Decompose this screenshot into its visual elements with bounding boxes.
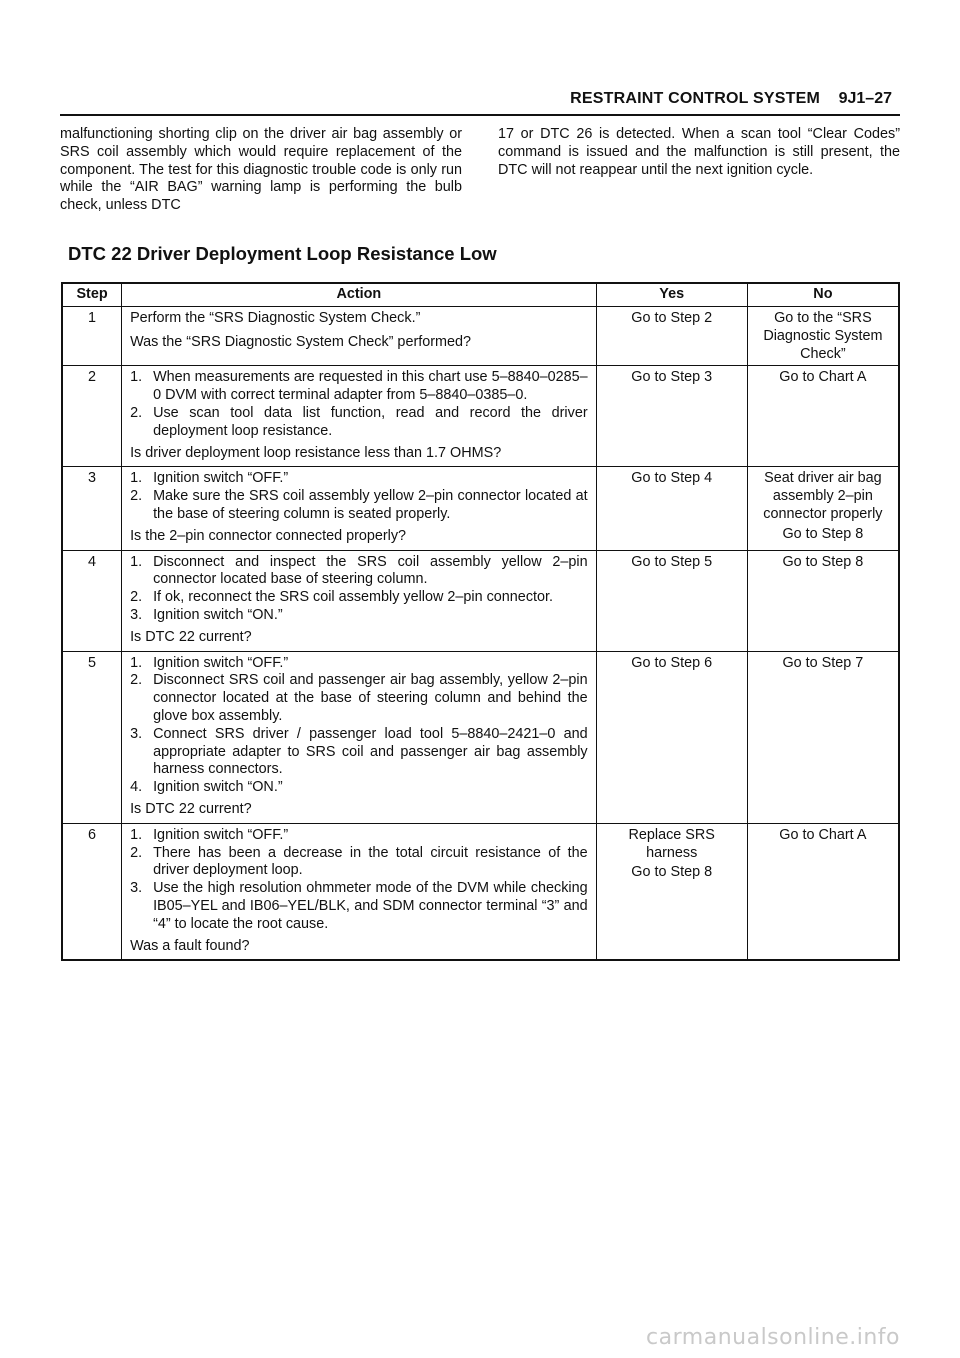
no-result: Go to Step 8 [782, 553, 864, 570]
action-question: Was a fault found? [130, 937, 250, 954]
yes-result: Go to Step 3 [631, 369, 713, 386]
item-number: 1. [130, 826, 143, 843]
no-result: Go to Chart A [779, 369, 867, 386]
step-number: 1 [62, 307, 122, 366]
no-cell [747, 366, 899, 467]
action-question: Was the “SRS Diagnostic System Check” performed? [130, 333, 472, 350]
action-question: Is the 2–pin connector connected properly? [130, 527, 407, 544]
no-result: Go to Step 7 [782, 654, 864, 671]
action-item [130, 369, 588, 405]
yes-cell [596, 307, 747, 366]
action-item [130, 779, 588, 797]
table-header-row [62, 283, 899, 307]
table-row [62, 651, 899, 823]
item-number: 3. [130, 725, 143, 742]
step-number: 4 [62, 550, 122, 651]
page-header [60, 90, 900, 116]
no-cell [747, 550, 899, 651]
item-text: Ignition switch “ON.” [153, 779, 283, 796]
item-text: Ignition switch “OFF.” [153, 826, 289, 843]
item-text: If ok, reconnect the SRS coil assembly yellow 2–pin connector. [153, 589, 554, 606]
watermark: carmanualsonline.info [646, 1325, 900, 1350]
no-result: Go to Chart A [779, 826, 867, 843]
item-text: Disconnect and inspect the SRS coil assembly yellow 2–pin connector located base of steering column. [153, 553, 588, 588]
table-row [62, 550, 899, 651]
yes-result: Go to Step 2 [631, 310, 713, 326]
action-item [130, 607, 588, 625]
col-header-yes: Yes [596, 283, 747, 307]
item-number: 4. [130, 779, 143, 796]
no-result: Go to the “SRS Diagnostic System Check” [763, 310, 883, 362]
action-item [130, 672, 588, 725]
item-text: When measurements are requested in this chart use 5–8840–0285–0 DVM with correct terminal adapter from 5–8840–0385–0. [153, 369, 588, 404]
section-header-title: RESTRAINT CONTROL SYSTEM [570, 90, 820, 107]
action-item [130, 655, 588, 673]
table-row [62, 366, 899, 467]
yes-cell [596, 366, 747, 467]
action-item [130, 726, 588, 779]
action-item [130, 845, 588, 881]
yes-result: Go to Step 6 [631, 654, 713, 671]
item-number: 1. [130, 369, 143, 386]
table-row [62, 307, 899, 366]
item-text: There has been a decrease in the total circuit resistance of the driver deployment loop. [153, 844, 588, 879]
dtc-title: DTC 22 Driver Deployment Loop Resistance Low [68, 243, 497, 264]
item-text: Use scan tool data list function, read and record the driver deployment loop resistance. [153, 404, 588, 439]
action-cell [122, 823, 597, 960]
yes-cell [596, 651, 747, 823]
item-number: 2. [130, 672, 143, 689]
action-item [130, 827, 588, 845]
action-item [130, 470, 588, 488]
yes-cell [596, 467, 747, 550]
action-item [130, 554, 588, 590]
table-row [62, 467, 899, 550]
action-item [130, 405, 588, 441]
action-question: Is driver deployment loop resistance less than 1.7 OHMS? [130, 444, 502, 461]
no-cell [747, 651, 899, 823]
no-cell [747, 307, 899, 366]
page-number: 9J1–27 [838, 90, 892, 107]
item-text: Connect SRS driver / passenger load tool 5–8840–2421–0 and appropriate adapter to SRS coil and passenger air bag assembly harness connectors. [153, 725, 588, 778]
no-instruction: Seat driver air bag assembly 2–pin connector properly [763, 470, 883, 522]
yes-result: Go to Step 8 [631, 864, 713, 881]
yes-result: Go to Step 4 [631, 470, 713, 487]
item-number: 2. [130, 404, 143, 421]
step-number: 5 [62, 651, 122, 823]
item-number: 2. [130, 488, 143, 505]
action-cell [122, 366, 597, 467]
item-number: 2. [130, 844, 143, 861]
action-question: Is DTC 22 current? [130, 628, 252, 645]
no-result: Go to Step 8 [782, 525, 864, 542]
item-number: 3. [130, 606, 143, 623]
item-text: Ignition switch “ON.” [153, 606, 283, 623]
step-number: 2 [62, 366, 122, 467]
yes-instruction: Replace SRS harness [628, 826, 715, 861]
action-cell [122, 467, 597, 550]
item-number: 1. [130, 470, 143, 487]
action-line: Perform the “SRS Diagnostic System Check.” [130, 310, 421, 326]
table-row [62, 823, 899, 960]
action-cell [122, 651, 597, 823]
action-cell [122, 307, 597, 366]
item-number: 3. [130, 880, 143, 897]
yes-result: Go to Step 5 [631, 553, 713, 570]
intro-left-column: malfunctioning shorting clip on the driver air bag assembly or SRS coil assembly which would require replacement of the component. The test for this diagnostic trouble code is only run while the “AIR BAG” warning lamp is performing the bulb check, unless DTC [60, 126, 462, 214]
item-text: Ignition switch “OFF.” [153, 470, 289, 487]
action-item [130, 488, 588, 524]
action-item [130, 880, 588, 933]
diagnostic-table [61, 282, 900, 961]
item-number: 1. [130, 654, 143, 671]
yes-cell [596, 823, 747, 960]
item-text: Make sure the SRS coil assembly yellow 2–pin connector located at the base of steering column is seated properly. [153, 488, 588, 522]
item-text: Ignition switch “OFF.” [153, 654, 289, 671]
item-text: Use the high resolution ohmmeter mode of the DVM while checking IB05–YEL and IB06–YEL/BLK, and SDM connector terminal “3” and “4” to locate the root cause. [153, 880, 588, 932]
intro-right-column: 17 or DTC 26 is detected. When a scan tool “Clear Codes” command is issued and the malfunction is still present, the DTC will not reappear until the next ignition cycle. [498, 126, 900, 178]
item-text: Disconnect SRS coil and passenger air bag assembly, yellow 2–pin connector located at the base of steering column and behind the glove box assembly. [153, 672, 588, 724]
intro-text [60, 126, 900, 215]
no-cell [747, 467, 899, 550]
item-number: 1. [130, 553, 143, 570]
action-cell [122, 550, 597, 651]
yes-cell [596, 550, 747, 651]
col-header-no: No [747, 283, 899, 307]
no-cell [747, 823, 899, 960]
col-header-step: Step [62, 283, 122, 307]
step-number: 6 [62, 823, 122, 960]
action-item [130, 589, 588, 607]
action-question: Is DTC 22 current? [130, 800, 252, 817]
step-number: 3 [62, 467, 122, 550]
col-header-action: Action [122, 283, 597, 307]
item-number: 2. [130, 589, 143, 606]
